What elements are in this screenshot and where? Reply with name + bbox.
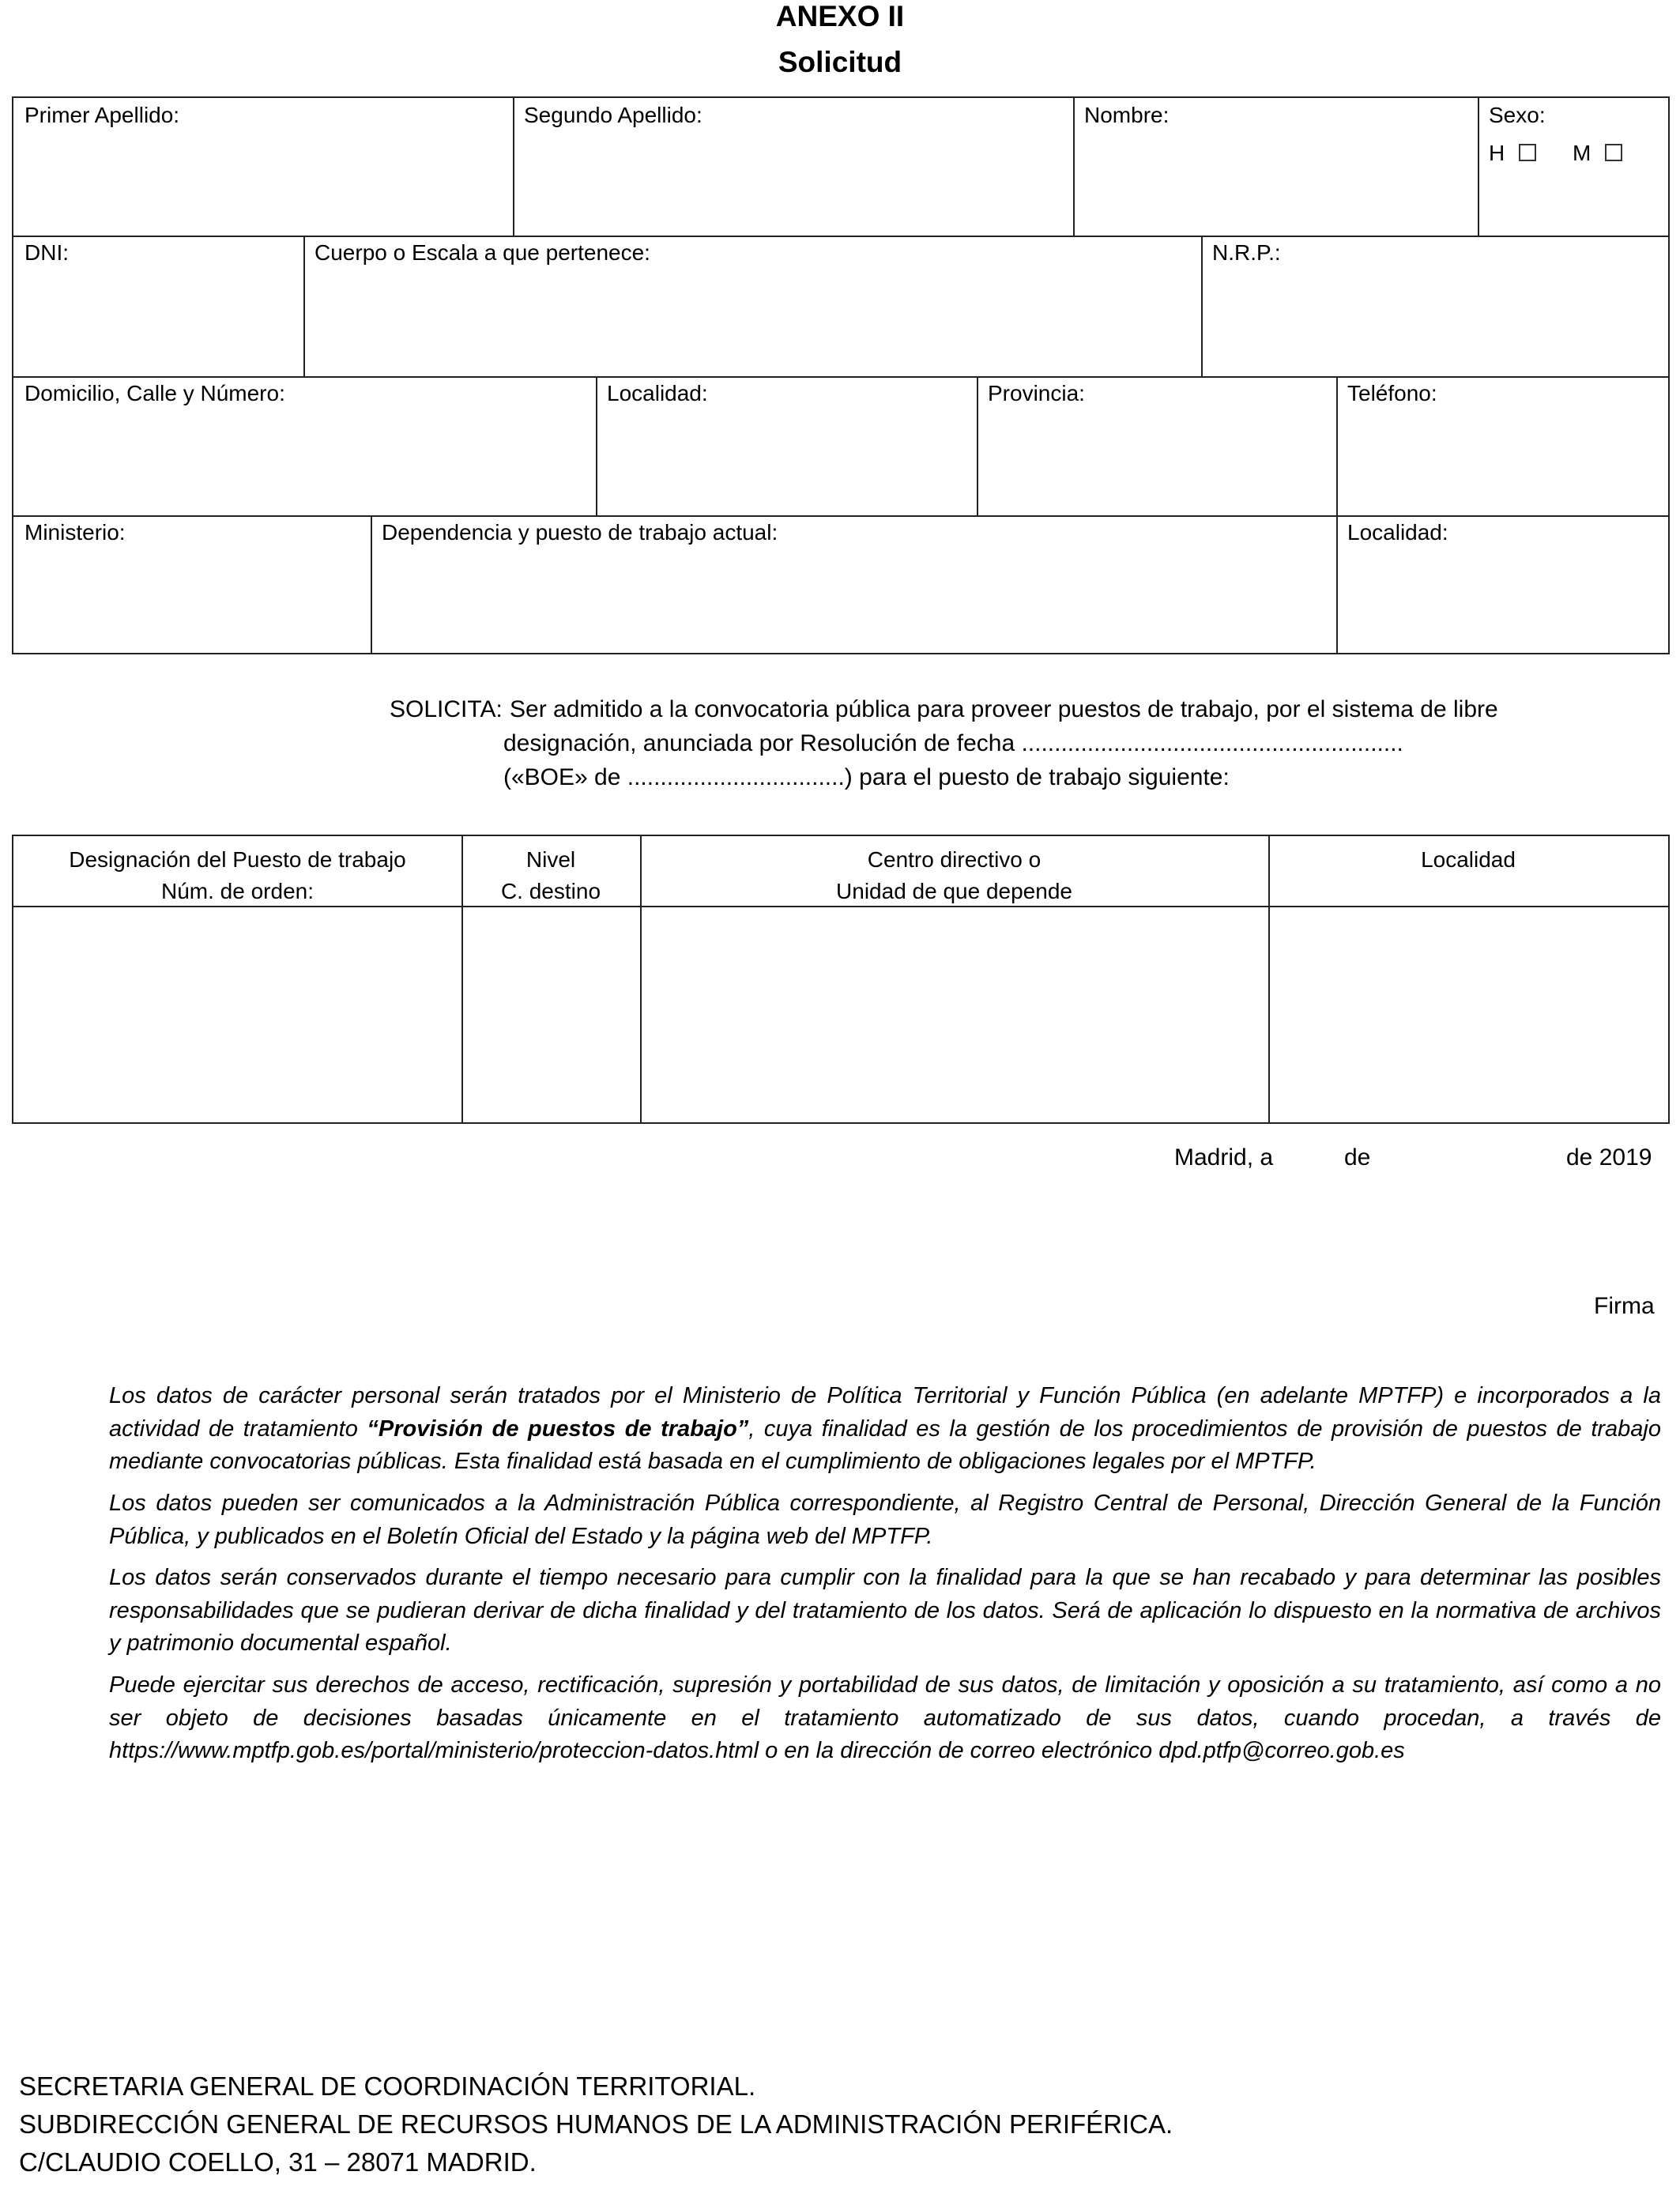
sexo-m-checkbox[interactable] [1605, 144, 1622, 161]
sexo-label: Sexo: [1489, 103, 1546, 127]
legal-paragraph-3: Los datos serán conservados durante el tiempo necesario para cumplir con la finalidad para la que se han recabado y para determinar las posibles responsabilidades que se pudieran derivar de dicha finalidad y del tratamiento de los datos. Será de aplicación lo dispuesto en la normativa de archivos y patrimonio documental español. [109, 1565, 1661, 1656]
legal-paragraph-2: Los datos pueden ser comunicados a la Administración Pública correspondiente, al Registro Central de Personal, Dirección General de la Función Pública, y publicados en el Boletín Oficial del Estado y la página web del MPTFP. [109, 1491, 1661, 1549]
ministerio-label: Ministerio: [24, 520, 126, 545]
legal-p1-part-b: , cuya finalidad es la gestión de los procedimientos de provisión de puestos de trabajo mediante convocatorias públicas. Esta finalidad está basada en el cumplimiento de obligaciones legales por el MPTFP. [109, 1416, 1661, 1474]
puesto-table [12, 835, 1670, 1124]
nrp-label: N.R.P.: [1212, 240, 1281, 265]
header-nivel-line2: C. destino [500, 879, 601, 903]
legal-p1-bold: “Provisión de puestos de trabajo” [367, 1416, 749, 1442]
sexo-field [1478, 98, 1668, 236]
header-centro-line1: Centro directivo o [867, 847, 1042, 872]
dni-label: DNI: [24, 240, 69, 265]
primer-apellido-label: Primer Apellido: [24, 103, 180, 127]
footer-line-1: SECRETARIA GENERAL DE COORDINACIÓN TERRITORIAL. [19, 2071, 756, 2101]
solicita-label: SOLICITA: [390, 696, 503, 722]
provincia-field[interactable] [977, 376, 1336, 515]
date-de-label: de [1344, 1144, 1371, 1171]
cuerpo-field[interactable] [303, 236, 1201, 376]
localidad-input-cell[interactable] [1270, 907, 1668, 1122]
segundo-apellido-label: Segundo Apellido: [524, 103, 703, 127]
header-centro-line2: Unidad de que depende [836, 879, 1072, 903]
firma-label: Firma [1594, 1293, 1655, 1319]
segundo-apellido-field[interactable] [513, 98, 1073, 236]
legal-paragraph-1 [109, 1380, 1661, 1479]
personal-data-form [12, 96, 1670, 654]
telefono-label: Teléfono: [1347, 381, 1437, 405]
nombre-label: Nombre: [1084, 103, 1170, 127]
dependencia-field[interactable] [371, 515, 1336, 654]
footer-line-3: C/CLAUDIO COELLO, 31 – 28071 MADRID. [19, 2147, 537, 2177]
localidad-label: Localidad: [607, 381, 708, 405]
solicita-line-1: Ser admitido a la convocatoria pública para proveer puestos de trabajo, por el sistema de libre [510, 696, 1498, 722]
domicilio-label: Domicilio, Calle y Número: [24, 381, 285, 405]
legal-p1-part-a: Los datos de carácter personal serán tratados por el Ministerio de Política Territorial y Función Pública (en adelante MPTFP) e incorporados a la actividad de tratamiento [109, 1383, 1661, 1442]
centro-input-cell[interactable] [642, 907, 1268, 1122]
header-designacion [13, 836, 461, 906]
nivel-input-cell[interactable] [463, 907, 640, 1122]
primer-apellido-field[interactable] [13, 98, 513, 236]
localidad-actual-field[interactable] [1336, 515, 1668, 654]
footer-line-2: SUBDIRECCIÓN GENERAL DE RECURSOS HUMANOS DE LA ADMINISTRACIÓN PERIFÉRICA. [19, 2109, 1173, 2139]
solicita-line-2: designación, anunciada por Resolución de fecha .......................................................... [503, 730, 1403, 756]
sexo-m-label: M [1573, 141, 1591, 165]
header-designacion-line2: Núm. de orden: [161, 879, 314, 903]
domicilio-field[interactable] [13, 376, 596, 515]
nombre-field[interactable] [1073, 98, 1478, 236]
header-centro [640, 836, 1268, 906]
cuerpo-label: Cuerpo o Escala a que pertenece: [315, 240, 650, 265]
header-localidad [1268, 836, 1668, 906]
header-nivel [461, 836, 640, 906]
sexo-h-checkbox[interactable] [1519, 144, 1536, 161]
dni-field[interactable] [13, 236, 303, 376]
page-title: Solicitud [778, 46, 902, 78]
date-madrid-label: Madrid, a [1174, 1144, 1274, 1171]
solicita-line-3: («BOE» de .................................) para el puesto de trabajo siguiente: [503, 764, 1230, 790]
provincia-label: Provincia: [988, 381, 1085, 405]
header-designacion-line1: Designación del Puesto de trabajo [69, 847, 406, 872]
nrp-field[interactable] [1201, 236, 1668, 376]
localidad-actual-label: Localidad: [1347, 520, 1448, 545]
legal-paragraph-4: Puede ejercitar sus derechos de acceso, rectificación, supresión y portabilidad de sus datos, de limitación y oposición a su tratamiento, así como a no ser objeto de decisiones basadas únicamente en el tratamiento automatizado de sus datos, cuando procedan, a través de https://www.mptfp.gob.es/portal/ministerio/proteccion-datos.html o en la dirección de correo electrónico dpd.ptfp@correo.gob.es [109, 1672, 1661, 1763]
header-nivel-line1: Nivel [525, 847, 576, 872]
date-year-label: de 2019 [1566, 1144, 1652, 1171]
telefono-field[interactable] [1336, 376, 1668, 515]
annex-heading: ANEXO II [775, 0, 905, 32]
designacion-input-cell[interactable] [13, 907, 461, 1122]
dependencia-label: Dependencia y puesto de trabajo actual: [382, 520, 778, 545]
localidad-field[interactable] [596, 376, 977, 515]
ministerio-field[interactable] [13, 515, 371, 654]
sexo-h-label: H [1489, 141, 1505, 165]
header-localidad-line1: Localidad [1421, 847, 1516, 872]
